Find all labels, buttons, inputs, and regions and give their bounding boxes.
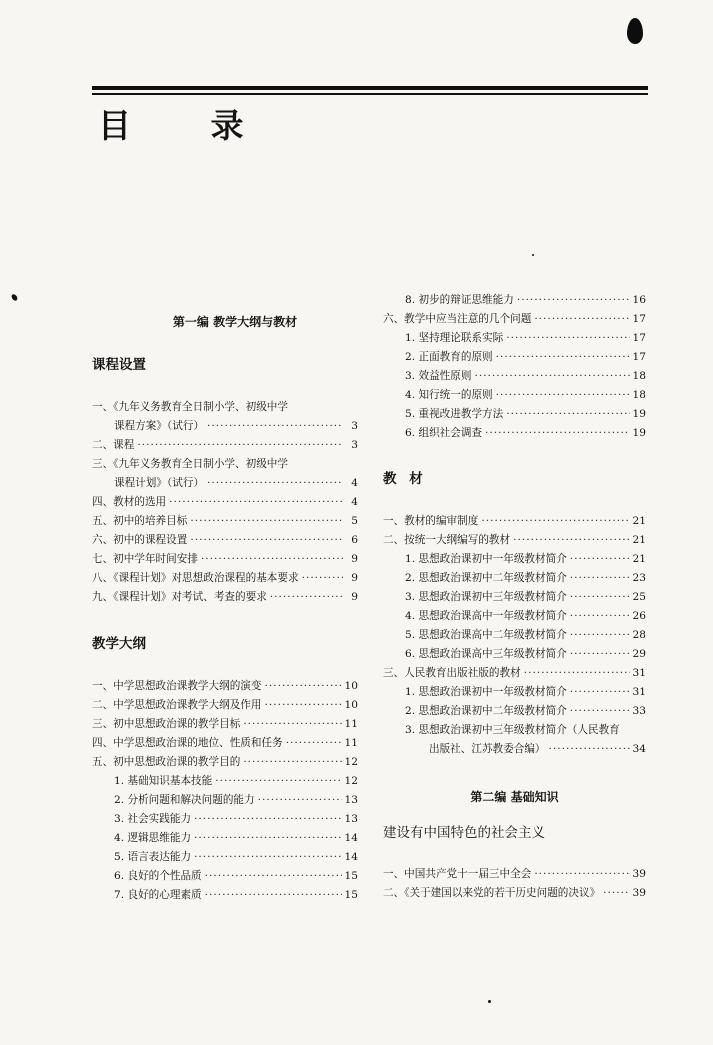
section-heading: 教 材 (383, 471, 427, 487)
toc-entry[interactable]: 2. 正面教育的原则 ····· 17 (383, 348, 646, 367)
speck (532, 254, 534, 256)
toc-entry[interactable]: 一、教材的编审制度 ····· 21 (383, 512, 646, 531)
toc-entry[interactable]: 五、初中的培养目标 ····· 5 (92, 512, 358, 531)
toc-right-column (383, 291, 646, 903)
toc-entry[interactable]: 5. 思想政治课高中二年级教材简介 ····· 28 (383, 626, 646, 645)
toc-entry[interactable]: 课程方案》（试行） ····· 3 (92, 417, 358, 436)
toc-entry[interactable]: 4. 逻辑思维能力 ····· 14 (92, 829, 358, 848)
header-rule-thin (92, 93, 648, 95)
section-heading: 教学大纲 (92, 636, 146, 652)
toc-entry[interactable]: 四、教材的选用 ····· 4 (92, 493, 358, 512)
toc-entry[interactable]: 5. 语言表达能力 ····· 14 (92, 848, 358, 867)
toc-entry[interactable]: 出版社、江苏教委合编） ····· 34 (383, 740, 646, 759)
toc-entry[interactable]: 2. 思想政治课初中二年级教材简介 ····· 33 (383, 702, 646, 721)
speck (488, 1000, 491, 1003)
part-heading: 第一编 教学大纲与教材 (172, 315, 298, 329)
toc-entry[interactable]: 2. 分析问题和解决问题的能力 ····· 13 (92, 791, 358, 810)
toc-entry[interactable]: 3. 社会实践能力 ····· 13 (92, 810, 358, 829)
section-heading: 课程设置 (92, 357, 146, 373)
toc-entry[interactable]: 4. 知行统一的原则 ····· 18 (383, 386, 646, 405)
toc-left-column (92, 307, 358, 905)
toc-entry[interactable]: 6. 思想政治课高中三年级教材简介 ····· 29 (383, 645, 646, 664)
toc-entry[interactable]: 一、中学思想政治课教学大纲的演变 ····· 10 (92, 677, 358, 696)
toc-entry[interactable]: 八、《课程计划》对思想政治课程的基本要求 ····· 9 (92, 569, 358, 588)
page-title: 目 录 (98, 106, 278, 145)
toc-entry[interactable]: 一、中国共产党十一届三中全会 ····· 39 (383, 865, 646, 884)
toc-entry[interactable]: 1. 坚持理论联系实际 ····· 17 (383, 329, 646, 348)
toc-entry[interactable]: 一、《九年义务教育全日制小学、初级中学 (92, 401, 288, 413)
toc-entry[interactable]: 九、《课程计划》对考试、考查的要求 ····· 9 (92, 588, 358, 607)
toc-entry[interactable]: 三、初中思想政治课的教学目标 ····· 11 (92, 715, 358, 734)
speck (10, 293, 18, 302)
toc-entry[interactable]: 6. 良好的个性品质 ····· 15 (92, 867, 358, 886)
toc-entry[interactable]: 六、教学中应当注意的几个问题 ····· 17 (383, 310, 646, 329)
toc-entry[interactable]: 三、《九年义务教育全日制小学、初级中学 (92, 458, 288, 470)
toc-entry[interactable]: 二、课程 ····· 3 (92, 436, 358, 455)
toc-entry[interactable]: 1. 思想政治课初中一年级教材简介 ····· 31 (383, 683, 646, 702)
toc-entry[interactable]: 五、初中思想政治课的教学目的 ····· 12 (92, 753, 358, 772)
toc-entry[interactable]: 二、中学思想政治课教学大纲及作用 ····· 10 (92, 696, 358, 715)
toc-entry[interactable]: 二、按统一大纲编写的教材 ····· 21 (383, 531, 646, 550)
toc-entry[interactable]: 七、初中学年时间安排 ····· 9 (92, 550, 358, 569)
ink-blot (627, 18, 643, 44)
toc-entry[interactable]: 7. 良好的心理素质 ····· 15 (92, 886, 358, 905)
toc-entry[interactable]: 6. 组织社会调查 ····· 19 (383, 424, 646, 443)
header-rule-thick (92, 86, 648, 90)
toc-entry[interactable]: 3. 思想政治课初中三年级教材简介 ····· 25 (383, 588, 646, 607)
toc-entry[interactable]: 8. 初步的辩证思维能力 ····· 16 (383, 291, 646, 310)
toc-entry[interactable]: 1. 思想政治课初中一年级教材简介 ····· 21 (383, 550, 646, 569)
toc-entry[interactable]: 二、《关于建国以来党的若干历史问题的决议》 ····· 39 (383, 884, 646, 903)
toc-entry[interactable]: 2. 思想政治课初中二年级教材简介 ····· 23 (383, 569, 646, 588)
toc-entry[interactable]: 1. 基础知识基本技能 ····· 12 (92, 772, 358, 791)
toc-entry[interactable]: 三、人民教育出版社版的教材 ····· 31 (383, 664, 646, 683)
toc-entry[interactable]: 六、初中的课程设置 ····· 6 (92, 531, 358, 550)
toc-entry[interactable]: 四、中学思想政治课的地位、性质和任务 ····· 11 (92, 734, 358, 753)
toc-entry[interactable]: 课程计划》（试行） ····· 4 (92, 474, 358, 493)
toc-entry[interactable]: 3. 思想政治课初中三年级教材简介（人民教育 (405, 724, 620, 736)
toc-entry[interactable]: 5. 重视改进教学方法 ····· 19 (383, 405, 646, 424)
toc-entry[interactable]: 4. 思想政治课高中一年级教材简介 ····· 26 (383, 607, 646, 626)
part-heading: 第二编 基础知识 (470, 790, 559, 804)
section-heading: 建设有中国特色的社会主义 (383, 825, 545, 841)
toc-entry[interactable]: 3. 效益性原则 ····· 18 (383, 367, 646, 386)
